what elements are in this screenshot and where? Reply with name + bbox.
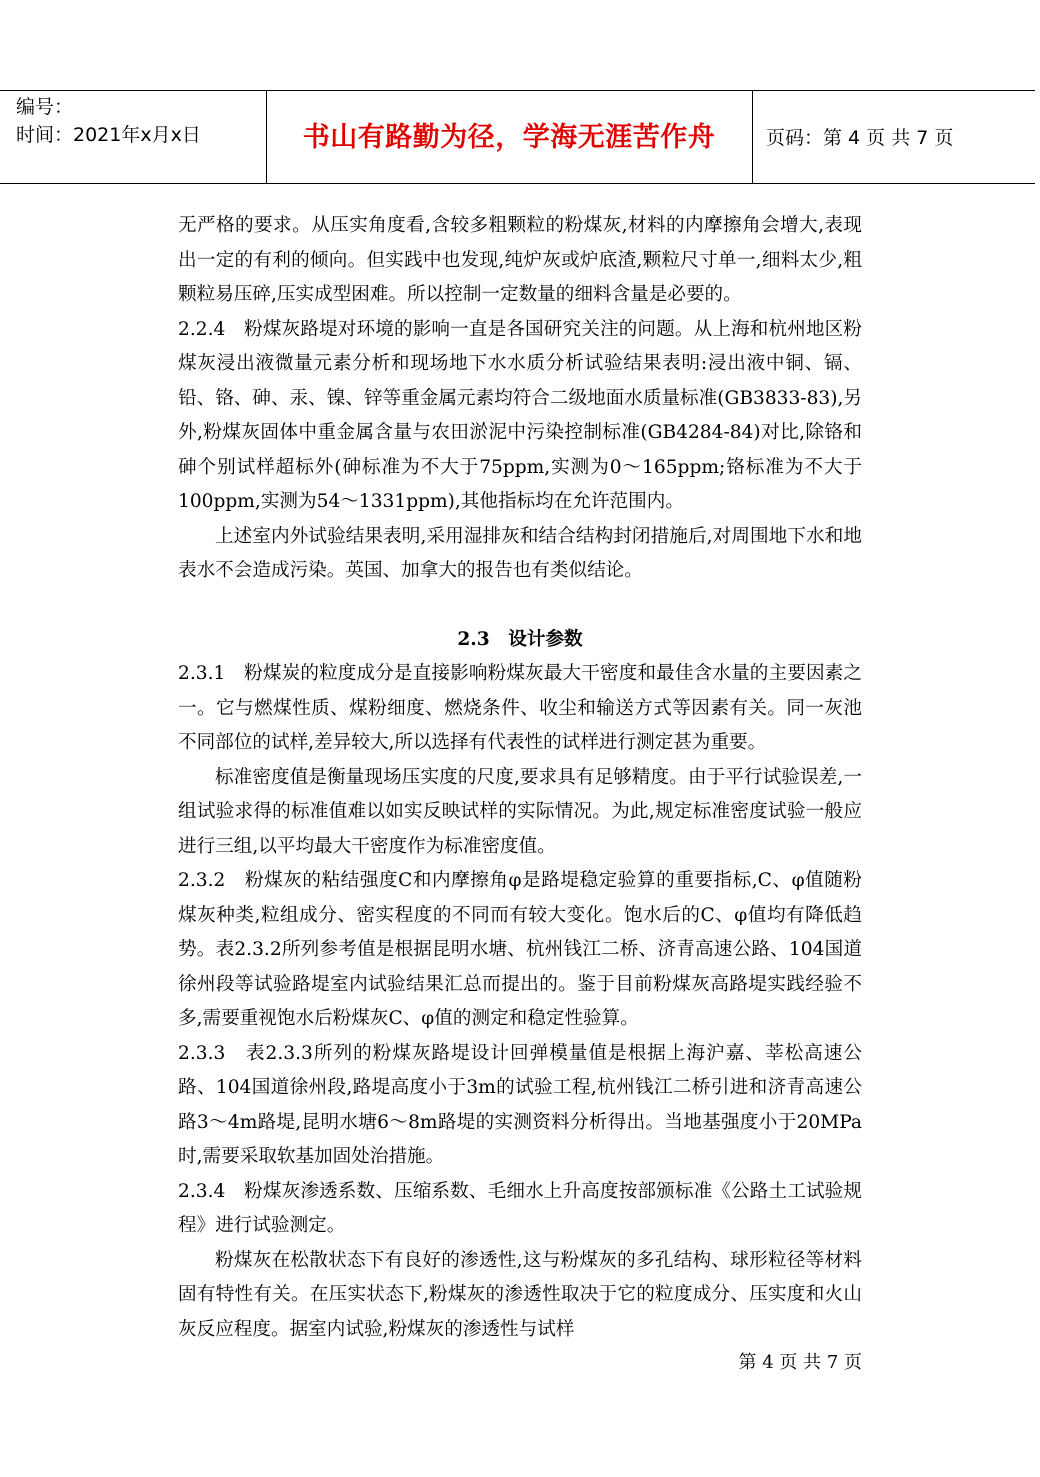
section-heading: 2.3 设计参数: [457, 628, 583, 650]
paragraph: 标准密度值是衡量现场压实度的尺度,要求具有足够精度。由于平行试验误差,一组试验求得的标准值难以如实反映试样的实际情况。为此,规定标准密度试验一般应进行三组,以平均最大干密度作为标准密度值。: [178, 766, 862, 857]
page-header: [0, 90, 1035, 184]
header-page-info: 页码：第 4 页 共 7 页: [766, 127, 954, 149]
document-time-label: 时间：2021年x月x日: [16, 124, 201, 146]
header-meta: [16, 93, 201, 149]
paragraph: 2.2.4 粉煤灰路堤对环境的影响一直是各国研究关注的问题。从上海和杭州地区粉煤灰浸出液微量元素分析和现场地下水水质分析试验结果表明:浸出液中铜、镉、铅、铬、砷、汞、镍、锌等重金属元素均符合二级地面水质量标准(GB3833-83),另外,粉煤灰固体中重金属含量与农田淤泥中污染控制标准(GB4284-84)对比,除铬和砷个别试样超标外(砷标准为不大于75ppm,实测为0～165ppm;铬标准为不大于100ppm,实测为54～1331ppm),其他指标均在允许范围内。: [178, 318, 863, 512]
header-divider-right: [752, 91, 753, 183]
paragraph: 2.3.2 粉煤灰的粘结强度C和内摩擦角φ是路堤稳定验算的重要指标,C、φ值随粉煤灰种类,粒组成分、密实程度的不同而有较大变化。饱水后的C、φ值均有降低趋势。表2.3.2所列参考值是根据昆明水塘、杭州钱江二桥、济青高速公路、104国道徐州段等试验路堤室内试验结果汇总而提出的。鉴于目前粉煤灰高路堤实践经验不多,需要重视饱水后粉煤灰C、φ值的测定和稳定性验算。: [178, 870, 862, 1029]
page-footer: 第 4 页 共 7 页: [738, 1352, 862, 1373]
document-body: [178, 209, 862, 1347]
paragraph: 无严格的要求。从压实角度看,含较多粗颗粒的粉煤灰,材料的内摩擦角会增大,表现出一定的有利的倾向。但实践中也发现,纯炉灰或炉底渣,颗粒尺寸单一,细料太少,粗颗粒易压碎,压实成型困难。所以控制一定数量的细料含量是必要的。: [178, 215, 862, 305]
paragraph: 2.3.3 表2.3.3所列的粉煤灰路堤设计回弹模量值是根据上海沪嘉、莘松高速公路、104国道徐州段,路堤高度小于3m的试验工程,杭州钱江二桥引进和济青高速公路3～4m路堤,昆明水塘6～8m路堤的实测资料分析得出。当地基强度小于20MPa时,需要采取软基加固处治措施。: [178, 1042, 862, 1167]
paragraph: 粉煤灰在松散状态下有良好的渗透性,这与粉煤灰的多孔结构、球形粒径等材料固有特性有关。在压实状态下,粉煤灰的渗透性取决于它的粒度成分、压实度和火山灰反应程度。据室内试验,粉煤灰的渗透性与试样: [178, 1249, 862, 1340]
document-number-label: 编号：: [16, 96, 74, 118]
header-motto: 书山有路勤为径，学海无涯苦作舟: [302, 122, 716, 153]
paragraph: 2.3.4 粉煤灰渗透系数、压缩系数、毛细水上升高度按部颁标准《公路土工试验规程》进行试验测定。: [178, 1180, 862, 1236]
paragraph: 上述室内外试验结果表明,采用湿排灰和结合结构封闭措施后,对周围地下水和地表水不会造成污染。英国、加拿大的报告也有类似结论。: [178, 525, 862, 581]
paragraph: 2.3.1 粉煤炭的粒度成分是直接影响粉煤灰最大干密度和最佳含水量的主要因素之一。它与燃煤性质、煤粉细度、燃烧条件、收尘和输送方式等因素有关。同一灰池不同部位的试样,差异较大,所以选择有代表性的试样进行测定甚为重要。: [178, 663, 862, 753]
